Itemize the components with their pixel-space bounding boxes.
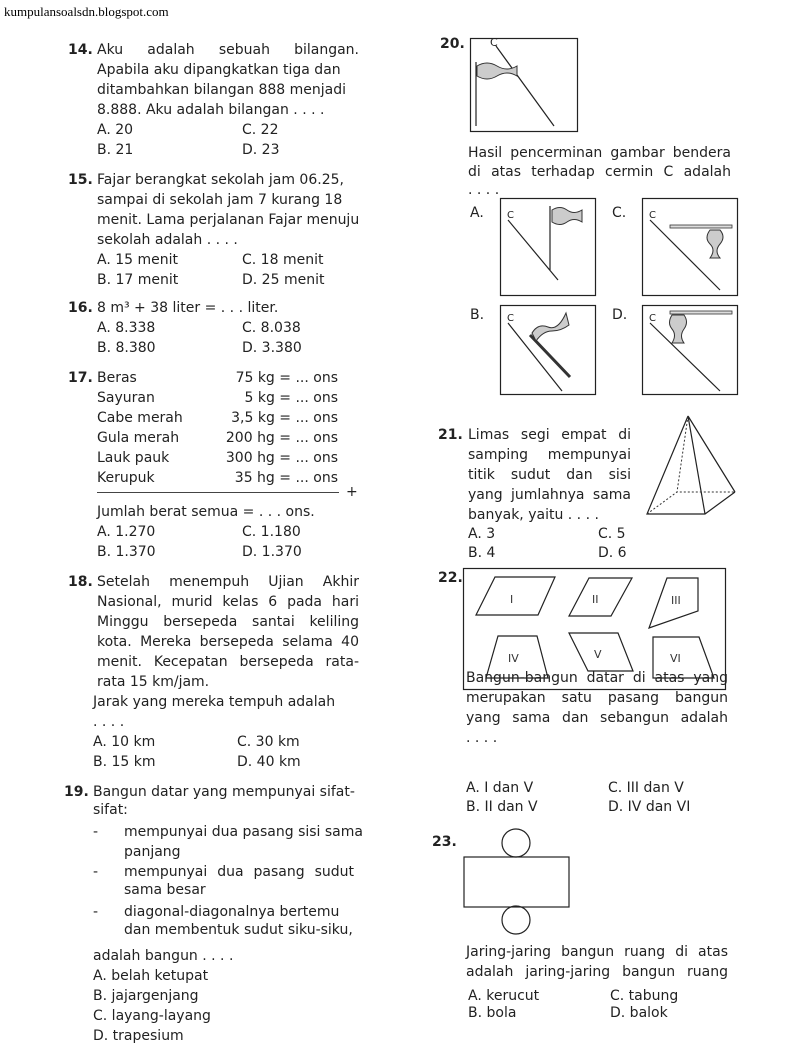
bullet-text: sama besar [124,882,206,898]
question-text: adalah bangun . . . . [93,948,234,964]
question-text: menit. Lama perjalanan Fajar menuju [97,212,360,228]
option-a[interactable]: A. 10 km [93,734,156,750]
pyramid-figure [645,414,737,516]
option-d[interactable]: D. 23 [242,142,280,158]
question-text: di atas terhadap cermin C adalah [468,164,731,180]
bullet-text: diagonal-diagonalnya bertemu [124,904,340,920]
plus-sign: + [346,484,358,500]
bullet-dash: - [93,864,99,880]
option-c[interactable]: C. 1.180 [242,524,301,540]
item-qty: 200 hg = ... ons [225,430,338,446]
item-name: Beras [97,370,137,386]
bullet-text: panjang [124,844,181,860]
option-c[interactable]: C. layang-layang [93,1008,211,1024]
question-text: 8 m³ + 38 liter = . . . liter. [97,300,279,316]
shape-label: III [671,594,681,607]
option-d[interactable]: D. 40 km [237,754,301,770]
bullet-dash: - [93,904,99,920]
option-b[interactable]: B. 21 [97,142,134,158]
question-number: 22. [438,570,463,586]
shape-label: VI [670,652,681,665]
option-a[interactable]: A. belah ketupat [93,968,209,984]
bullet-text: mempunyai dua pasang sudut [124,864,354,880]
question-text: banyak, yaitu . . . . [468,507,599,523]
question-text: menit. Kecepatan bersepeda rata- [97,654,359,670]
item-qty: 35 hg = ... ons [234,470,338,486]
option-a[interactable]: A. kerucut [468,988,540,1004]
question-text: rata 15 km/jam. [97,674,210,690]
option-c[interactable]: C. 30 km [237,734,300,750]
question-text: Apabila aku dipangkatkan tiga dan [97,62,341,78]
item-qty: 3,5 kg = ... ons [231,410,338,426]
question-text: sampai di sekolah jam 7 kurang 18 [97,192,343,208]
option-b[interactable]: B. jajargenjang [93,988,199,1004]
question-text: Minggu bersepeda santai keliling [97,614,359,630]
flag-figure [470,38,578,132]
option-d-figure[interactable] [642,305,738,395]
option-c[interactable]: C. 8.038 [242,320,301,336]
option-d[interactable]: D. 6 [598,545,627,561]
shape-label: II [592,593,599,606]
option-d[interactable]: D. [612,307,628,323]
item-name: Gula merah [97,430,180,446]
item-name: Sayuran [97,390,155,406]
question-text: 8.888. Aku adalah bilangan . . . . [97,102,325,118]
option-b[interactable]: B. 8.380 [97,340,156,356]
bullet-text: dan membentuk sudut siku-siku, [124,922,353,938]
question-text: yang jumlahnya sama [468,487,631,503]
question-text: titik sudut dan sisi [468,467,631,483]
question-text: Limas segi empat di [468,427,631,443]
mirror-label: C [649,210,656,221]
mirror-label: C [507,313,514,324]
mirror-label: C [490,36,498,49]
question-dots: . . . . [468,182,500,198]
question-text: Jumlah berat semua = . . . ons. [97,504,315,520]
option-c[interactable]: C. III dan V [608,780,684,796]
question-number: 15. [68,172,93,188]
option-a[interactable]: A. 8.338 [97,320,156,336]
question-number: 18. [68,574,93,590]
sum-line [97,492,339,493]
question-number: 19. [64,784,89,800]
option-d[interactable]: D. IV dan VI [608,799,691,815]
question-text: Setelah menempuh Ujian Akhir [97,574,359,590]
question-text: Aku adalah sebuah bilangan. [97,42,359,58]
question-text: Jaring-jaring bangun ruang di atas [466,944,728,960]
cylinder-net-figure [463,827,571,935]
question-text: Nasional, murid kelas 6 pada hari [97,594,359,610]
option-c[interactable]: C. tabung [610,988,679,1004]
item-name: Cabe merah [97,410,183,426]
option-a[interactable]: A. I dan V [466,780,534,796]
option-b[interactable]: B. 1.370 [97,544,156,560]
option-c-figure[interactable] [642,198,738,296]
shape-label: V [594,648,602,661]
question-number: 21. [438,427,463,443]
item-qty: 300 hg = ... ons [225,450,338,466]
option-d[interactable]: D. 3.380 [242,340,302,356]
option-c[interactable]: C. [612,205,627,221]
shape-label: IV [508,652,519,665]
option-b[interactable]: B. bola [468,1005,517,1021]
option-a[interactable]: A. 15 menit [97,252,178,268]
question-dots: . . . . [466,730,498,746]
question-text: Hasil pencerminan gambar bendera [468,145,731,161]
option-d[interactable]: D. 1.370 [242,544,302,560]
item-name: Kerupuk [97,470,155,486]
question-text: ditambahkan bilangan 888 menjadi [97,82,347,98]
item-qty: 5 kg = ... ons [244,390,338,406]
question-text: Fajar berangkat sekolah jam 06.25, [97,172,344,188]
question-text: sifat: [93,802,128,818]
question-number: 16. [68,300,93,316]
question-text: merupakan satu pasang bangun [466,690,728,706]
option-d[interactable]: D. balok [610,1005,668,1021]
option-c[interactable]: C. 22 [242,122,279,138]
item-name: Lauk pauk [97,450,170,466]
option-a-figure[interactable] [500,198,596,296]
option-b[interactable]: B. II dan V [466,799,538,815]
option-b[interactable]: B. 4 [468,545,496,561]
option-a[interactable]: A. 3 [468,526,496,542]
question-number: 14. [68,42,93,58]
question-text: Jarak yang mereka tempuh adalah [93,694,336,710]
option-a[interactable]: A. 1.270 [97,524,156,540]
bullet-dash: - [93,824,99,840]
option-a[interactable]: A. [470,205,484,221]
item-qty: 75 kg = ... ons [235,370,338,386]
option-c[interactable]: C. 18 menit [242,252,324,268]
question-text: yang sama dan sebangun adalah [466,710,728,726]
option-d[interactable]: D. 25 menit [242,272,325,288]
question-number: 17. [68,370,93,386]
option-a[interactable]: A. 20 [97,122,134,138]
option-b-figure[interactable] [500,305,596,395]
option-b[interactable]: B. 17 menit [97,272,179,288]
question-dots: . . . . [93,714,125,730]
question-text: Bangun-bangun datar di atas yang [466,670,728,686]
question-number: 20. [440,36,465,52]
question-text: samping mempunyai [468,447,631,463]
bullet-text: mempunyai dua pasang sisi sama [124,824,363,840]
option-b[interactable]: B. [470,307,485,323]
mirror-label: C [507,210,514,221]
source-url: kumpulansoalsdn.blogspot.com [4,4,169,19]
question-text: sekolah adalah . . . . [97,232,238,248]
option-c[interactable]: C. 5 [598,526,626,542]
shape-label: I [510,593,514,606]
question-text: Bangun datar yang mempunyai sifat- [93,784,355,800]
option-b[interactable]: B. 15 km [93,754,156,770]
question-text: adalah jaring-jaring bangun ruang [466,964,728,980]
option-d[interactable]: D. trapesium [93,1028,184,1044]
mirror-label: C [649,313,656,324]
question-number: 23. [432,834,457,850]
question-text: kota. Mereka bersepeda selama 40 [97,634,359,650]
